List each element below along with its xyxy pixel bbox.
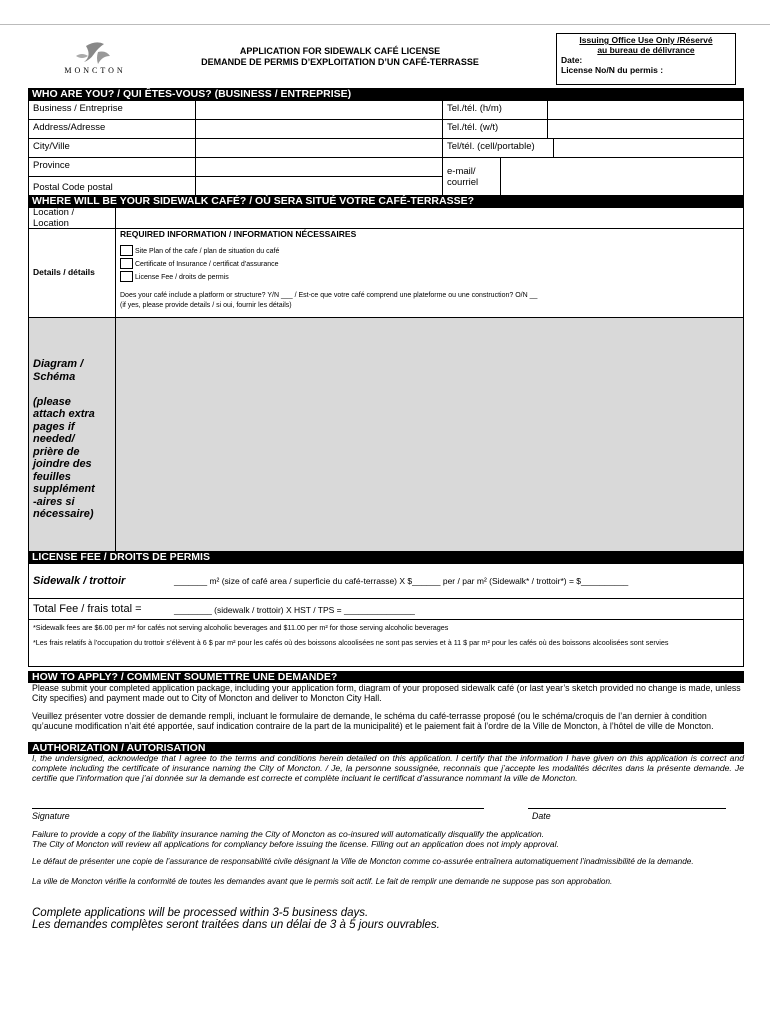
address-label: Address/Adresse bbox=[33, 122, 106, 133]
tel-wt-field[interactable] bbox=[547, 119, 744, 139]
total-label: Total Fee / frais total = bbox=[33, 603, 142, 615]
office-use-label-fr: au bureau de délivrance bbox=[597, 45, 695, 55]
details-area bbox=[115, 228, 744, 318]
postal-label-cell bbox=[28, 176, 196, 196]
sidewalk-label: Sidewalk / trottoir bbox=[33, 575, 126, 587]
details-label: Details / détails bbox=[33, 267, 95, 277]
license-fee-checkbox[interactable] bbox=[120, 271, 133, 282]
form-title-en: APPLICATION FOR SIDEWALK CAFÉ LICENSE bbox=[239, 46, 441, 56]
processing-time-fr: Les demandes complètes seront traitées dans un délai de 3 à 5 jours ouvrables. bbox=[32, 919, 440, 931]
diagram-instruction-line: pages if bbox=[33, 420, 75, 433]
failure-note-en-1: Failure to provide a copy of the liability insurance naming the City of Moncton as co-insured will automatically disqualify the application. bbox=[32, 829, 545, 839]
who-heading: WHO ARE YOU? / QUI ÊTES-VOUS? (BUSINESS / ENTREPRISE) bbox=[28, 88, 744, 100]
failure-note-fr-1: Le défaut de présenter une copie de l’assurance de responsabilité civile désignant la Ville de Moncton comme co-assurée entraînera automatiquement l’inadmissibilité de la demande. bbox=[32, 857, 694, 866]
checklist-label: License Fee / droits de permis bbox=[135, 274, 229, 282]
office-use-box bbox=[556, 33, 736, 85]
email-label: e-mail/ bbox=[447, 166, 476, 177]
diagram-instruction-line: joindre des bbox=[33, 458, 92, 470]
logo-wordmark: MONCTON bbox=[64, 66, 126, 75]
postal-label: Postal Code postal bbox=[33, 182, 113, 193]
signature-line[interactable] bbox=[32, 808, 484, 809]
diagram-instruction-line: feuilles bbox=[33, 470, 71, 483]
province-label: Province bbox=[33, 160, 70, 171]
diagram-instruction-line bbox=[33, 383, 111, 396]
location-label-fr: Location bbox=[33, 217, 69, 229]
location-label-cell bbox=[28, 207, 116, 229]
province-field[interactable] bbox=[195, 157, 443, 177]
auth-statement: I, the undersigned, acknowledge that I agree to the terms and conditions herein detailed on this application. I certify that the information I have given on this application is correct and complete including the certificate of insurance naming the City of Moncton. / Je, la personne soussignée, reconnais que j’accepte les modalités décrites dans la présente demande. Je certifie que l’information que j’ai donnée sur la demande est correcte et complète incluant le certificat d’assurance nommant la ville de Moncton. bbox=[32, 753, 744, 783]
city-label: City/Ville bbox=[33, 141, 70, 152]
insurance-checkbox[interactable] bbox=[120, 258, 133, 269]
address-label-cell bbox=[28, 119, 196, 139]
site-plan-checkbox[interactable] bbox=[120, 245, 133, 256]
failure-note-en-2: The City of Moncton will review all applications for compliancy before issuing the license. Filling out an application does not imply approval. bbox=[32, 839, 559, 849]
fee-note-fr: *Les frais relatifs à l’occupation du trottoir s’élèvent à 6 $ par m² pour les cafés où des boissons alcoolisées ne sont pas servies et à 11 $ par m² pour les cafés où des boissons alcoolisées sont servies bbox=[33, 638, 669, 647]
fee-notes bbox=[28, 619, 744, 667]
total-formula[interactable]: ________ (sidewalk / trottoir) X HST / TPS = _______________ bbox=[174, 605, 415, 615]
province-label-cell bbox=[28, 157, 196, 177]
auth-heading: AUTHORIZATION / AUTORISATION bbox=[28, 742, 744, 754]
fee-note-en: *Sidewalk fees are $6.00 per m² for cafés not serving alcoholic beverages and $11.00 per m² for those serving alcoholic beverages bbox=[33, 623, 449, 632]
details-label-cell bbox=[28, 228, 116, 318]
email-label-fr: courriel bbox=[447, 177, 479, 188]
form-title-fr: DEMANDE DE PERMIS D’EXPLOITATION D’UN CAFÉ-TERRASSE bbox=[201, 57, 479, 67]
diagram-instruction-line: nécessaire) bbox=[33, 508, 94, 520]
diagram-label-cell bbox=[28, 317, 116, 552]
business-label-cell bbox=[28, 100, 196, 120]
diagram-instruction-line: -aires si bbox=[33, 495, 75, 508]
required-info-label: REQUIRED INFORMATION / INFORMATION NÉCESSAIRES bbox=[120, 229, 357, 239]
apply-text-fr: Veuillez présenter votre dossier de demande rempli, incluant le formulaire de demande, le schéma du café-terrasse proposé (ou le schéma/croquis de l’an dernier à condition qu’aucune modification n’ait été apportée, sauf indication contraire de la part de la municipalité) et le paiement fait à l’ordre de la Ville de Moncton, à l’hôtel de ville de Moncton. bbox=[32, 711, 714, 731]
checklist-label: Site Plan of the cafe / plan de situation du café bbox=[135, 248, 280, 256]
diagram-instruction-line: prière de bbox=[33, 445, 80, 458]
diagram-instruction-line: attach extra bbox=[33, 408, 95, 420]
business-label: Business / Entreprise bbox=[33, 103, 123, 114]
email-field[interactable] bbox=[500, 157, 744, 196]
tel-cell-field[interactable] bbox=[553, 138, 744, 158]
diagram-instruction-line: needed/ bbox=[33, 433, 75, 445]
tel-hm-field[interactable] bbox=[547, 100, 744, 120]
diagram-instructions bbox=[33, 358, 111, 521]
postal-field[interactable] bbox=[195, 176, 443, 196]
top-rule bbox=[0, 24, 770, 25]
tel-wt-label-cell bbox=[442, 119, 548, 139]
processing-time-en: Complete applications will be processed within 3-5 business days. bbox=[32, 907, 369, 919]
diagram-instruction-line: Diagram / bbox=[33, 358, 84, 370]
apply-heading: HOW TO APPLY? / COMMENT SOUMETTRE UNE DEMANDE? bbox=[28, 671, 744, 683]
checklist-item bbox=[120, 258, 739, 269]
checklist-item bbox=[120, 245, 739, 256]
apply-text-en: Please submit your completed application package, including your application form, diagram of your proposed sidewalk café (or last year’s sketch provided no change is made, unless City specifies) and payment made out to City of Moncton and deliver to Moncton City Hall. bbox=[32, 683, 741, 703]
location-label: Location / bbox=[33, 207, 75, 218]
address-field[interactable] bbox=[195, 119, 443, 139]
email-label-cell bbox=[442, 157, 501, 196]
city-label-cell bbox=[28, 138, 196, 158]
platform-note: (if yes, please provide details / si oui, fournir les détails) bbox=[120, 302, 292, 310]
office-use-label: Issuing Office Use Only /Réservé bbox=[579, 35, 713, 45]
diagram-instruction-line: (please bbox=[33, 395, 71, 408]
where-heading: WHERE WILL BE YOUR SIDEWALK CAFÉ? / OÙ SERA SITUÉ VOTRE CAFÉ-TERRASSE? bbox=[28, 195, 744, 207]
checklist-item bbox=[120, 271, 739, 282]
platform-question: Does your café include a platform or structure? Y/N ___ / Est-ce que votre café comprend une plateforme ou une construction? O/N __ bbox=[120, 292, 538, 300]
sidewalk-row bbox=[28, 563, 744, 599]
checklist-label: Certificate of Insurance / certificat d’assurance bbox=[135, 261, 279, 269]
tel-hm-label-cell bbox=[442, 100, 548, 120]
diagram-instruction-line: supplément bbox=[33, 483, 95, 495]
tel-wt-label: Tel./tél. (w/t) bbox=[447, 122, 499, 133]
tel-hm-label: Tel./tél. (h/m) bbox=[447, 103, 502, 114]
tel-cell-label: Tel/tél. (cell/portable) bbox=[447, 141, 535, 152]
date-line[interactable] bbox=[528, 808, 726, 809]
date-label: Date bbox=[532, 811, 551, 821]
signature-label: Signature bbox=[32, 811, 70, 821]
tel-cell-label-cell bbox=[442, 138, 554, 158]
fee-heading: LICENSE FEE / DROITS DE PERMIS bbox=[28, 551, 744, 563]
office-license-label: License No/N du permis : bbox=[561, 65, 664, 75]
location-field[interactable] bbox=[115, 207, 744, 229]
city-field[interactable] bbox=[195, 138, 443, 158]
diagram-instruction-line: Schéma bbox=[33, 370, 76, 383]
office-date-label: Date: bbox=[561, 55, 583, 65]
business-field[interactable] bbox=[195, 100, 443, 120]
total-row bbox=[28, 598, 744, 620]
failure-note-fr-2: La ville de Moncton vérifie la conformité de toutes les demandes avant que le permis soit actif. Le fait de remplir une demande ne suppose pas son approbation. bbox=[32, 877, 613, 886]
diagram-area[interactable] bbox=[115, 317, 744, 552]
sidewalk-formula[interactable]: _______ m² (size of café area / superficie du café-terrasse) X $______ per / par m² (Sidewalk* / trottoir*) = $__________ bbox=[174, 576, 629, 586]
